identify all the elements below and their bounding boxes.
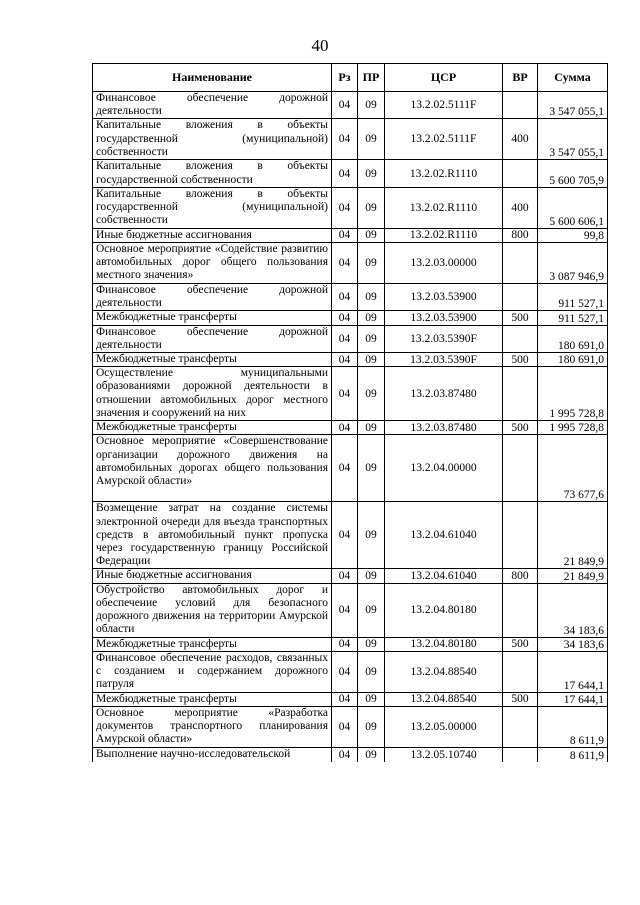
column-header-rz: Рз xyxy=(332,64,358,92)
page-number: 40 xyxy=(311,36,329,55)
cell-csr: 13.2.02.R1110 xyxy=(385,160,503,187)
cell-sum: 8 611,9 xyxy=(538,748,608,762)
column-header-sum: Сумма xyxy=(538,64,608,92)
table-row xyxy=(93,651,608,692)
cell-rz: 04 xyxy=(332,92,358,119)
cell-sum: 21 849,9 xyxy=(538,502,608,569)
cell-rz: 04 xyxy=(332,692,358,706)
cell-name: Финансовое обеспечение дорожной деятельности xyxy=(93,92,332,119)
cell-pr: 09 xyxy=(358,637,385,651)
cell-sum: 3 087 946,9 xyxy=(538,243,608,284)
cell-vr xyxy=(503,367,538,421)
table-row xyxy=(93,435,608,502)
table-row xyxy=(93,502,608,569)
cell-sum: 34 183,6 xyxy=(538,583,608,637)
cell-vr xyxy=(503,435,538,502)
table-row xyxy=(93,160,608,187)
cell-rz: 04 xyxy=(332,353,358,367)
cell-pr: 09 xyxy=(358,325,385,352)
cell-vr xyxy=(503,707,538,748)
cell-pr: 09 xyxy=(358,160,385,187)
cell-rz: 04 xyxy=(332,748,358,762)
table-row xyxy=(93,243,608,284)
cell-vr xyxy=(503,583,538,637)
cell-name: Обустройство автомобильных дорог и обеспечение условий для безопасного дорожного движения на территории Амурской области xyxy=(93,583,332,637)
cell-pr: 09 xyxy=(358,119,385,160)
cell-rz: 04 xyxy=(332,187,358,228)
cell-vr: 400 xyxy=(503,119,538,160)
table-row xyxy=(93,187,608,228)
table-row xyxy=(93,92,608,119)
cell-pr: 09 xyxy=(358,651,385,692)
cell-sum: 1 995 728,8 xyxy=(538,367,608,421)
cell-vr: 500 xyxy=(503,353,538,367)
table-body xyxy=(93,92,608,762)
cell-rz: 04 xyxy=(332,435,358,502)
cell-csr: 13.2.03.5390F xyxy=(385,353,503,367)
column-header-csr: ЦСР xyxy=(385,64,503,92)
cell-sum: 3 547 055,1 xyxy=(538,119,608,160)
cell-csr: 13.2.04.00000 xyxy=(385,435,503,502)
cell-vr: 500 xyxy=(503,637,538,651)
cell-sum: 73 677,6 xyxy=(538,435,608,502)
cell-csr: 13.2.05.10740 xyxy=(385,748,503,762)
cell-csr: 13.2.04.88540 xyxy=(385,651,503,692)
cell-sum: 180 691,0 xyxy=(538,325,608,352)
cell-csr: 13.2.03.87480 xyxy=(385,367,503,421)
cell-name: Межбюджетные трансферты xyxy=(93,637,332,651)
cell-name: Возмещение затрат на создание системы электронной очереди для въезда транспортных средств в автомобильный пункт пропуска через государственную границу Российской Федерации xyxy=(93,502,332,569)
cell-sum: 8 611,9 xyxy=(538,707,608,748)
table-row xyxy=(93,421,608,435)
budget-table xyxy=(92,63,608,762)
cell-vr xyxy=(503,160,538,187)
cell-rz: 04 xyxy=(332,569,358,583)
cell-pr: 09 xyxy=(358,367,385,421)
cell-rz: 04 xyxy=(332,284,358,311)
cell-pr: 09 xyxy=(358,311,385,325)
cell-pr: 09 xyxy=(358,707,385,748)
cell-rz: 04 xyxy=(332,637,358,651)
table-row xyxy=(93,228,608,242)
cell-csr: 13.2.03.5390F xyxy=(385,325,503,352)
cell-sum: 5 600 606,1 xyxy=(538,187,608,228)
cell-vr: 500 xyxy=(503,421,538,435)
table-row xyxy=(93,748,608,762)
cell-vr xyxy=(503,651,538,692)
cell-name: Межбюджетные трансферты xyxy=(93,421,332,435)
cell-name: Капитальные вложения в объекты государственной (муниципальной) собственности xyxy=(93,187,332,228)
cell-csr: 13.2.02.5111F xyxy=(385,119,503,160)
cell-rz: 04 xyxy=(332,651,358,692)
cell-csr: 13.2.02.5111F xyxy=(385,92,503,119)
cell-rz: 04 xyxy=(332,502,358,569)
cell-sum: 180 691,0 xyxy=(538,353,608,367)
cell-csr: 13.2.04.80180 xyxy=(385,583,503,637)
cell-sum: 5 600 705,9 xyxy=(538,160,608,187)
cell-rz: 04 xyxy=(332,311,358,325)
cell-vr xyxy=(503,92,538,119)
cell-sum: 99,8 xyxy=(538,228,608,242)
cell-rz: 04 xyxy=(332,367,358,421)
cell-pr: 09 xyxy=(358,583,385,637)
cell-sum: 34 183,6 xyxy=(538,637,608,651)
cell-csr: 13.2.04.80180 xyxy=(385,637,503,651)
table-row xyxy=(93,583,608,637)
cell-name: Основное мероприятие «Содействие развитию автомобильных дорог общего пользования местного значения» xyxy=(93,243,332,284)
cell-rz: 04 xyxy=(332,583,358,637)
cell-sum: 911 527,1 xyxy=(538,311,608,325)
cell-rz: 04 xyxy=(332,325,358,352)
cell-pr: 09 xyxy=(358,502,385,569)
cell-vr xyxy=(503,325,538,352)
cell-name: Межбюджетные трансферты xyxy=(93,311,332,325)
cell-sum: 911 527,1 xyxy=(538,284,608,311)
cell-name: Межбюджетные трансферты xyxy=(93,353,332,367)
cell-sum: 3 547 055,1 xyxy=(538,92,608,119)
cell-sum: 17 644,1 xyxy=(538,692,608,706)
cell-pr: 09 xyxy=(358,435,385,502)
cell-name: Межбюджетные трансферты xyxy=(93,692,332,706)
table-row xyxy=(93,311,608,325)
cell-pr: 09 xyxy=(358,692,385,706)
cell-rz: 04 xyxy=(332,119,358,160)
cell-vr xyxy=(503,502,538,569)
cell-vr: 500 xyxy=(503,311,538,325)
cell-rz: 04 xyxy=(332,707,358,748)
column-header-vr: ВР xyxy=(503,64,538,92)
cell-rz: 04 xyxy=(332,421,358,435)
cell-vr: 800 xyxy=(503,228,538,242)
table-row xyxy=(93,569,608,583)
cell-csr: 13.2.04.61040 xyxy=(385,502,503,569)
table-row xyxy=(93,325,608,352)
cell-name: Основное мероприятие «Совершенствование организации дорожного движения на автомобильных дорогах общего пользования Амурской области» xyxy=(93,435,332,502)
cell-csr: 13.2.04.88540 xyxy=(385,692,503,706)
cell-csr: 13.2.02.R1110 xyxy=(385,187,503,228)
table-row xyxy=(93,353,608,367)
cell-pr: 09 xyxy=(358,569,385,583)
cell-name: Капитальные вложения в объекты государственной собственности xyxy=(93,160,332,187)
cell-pr: 09 xyxy=(358,421,385,435)
cell-name: Выполнение научно-исследовательской xyxy=(93,748,332,762)
cell-rz: 04 xyxy=(332,228,358,242)
cell-pr: 09 xyxy=(358,748,385,762)
table-row xyxy=(93,637,608,651)
cell-csr: 13.2.03.87480 xyxy=(385,421,503,435)
cell-rz: 04 xyxy=(332,160,358,187)
cell-name: Капитальные вложения в объекты государственной (муниципальной) собственности xyxy=(93,119,332,160)
cell-name: Финансовое обеспечение расходов, связанных с созданием и содержанием дорожного патруля xyxy=(93,651,332,692)
cell-vr: 800 xyxy=(503,569,538,583)
cell-vr: 400 xyxy=(503,187,538,228)
cell-csr: 13.2.03.53900 xyxy=(385,284,503,311)
cell-sum: 1 995 728,8 xyxy=(538,421,608,435)
cell-vr: 500 xyxy=(503,692,538,706)
cell-pr: 09 xyxy=(358,187,385,228)
cell-csr: 13.2.03.00000 xyxy=(385,243,503,284)
cell-vr xyxy=(503,284,538,311)
cell-vr xyxy=(503,243,538,284)
table-row xyxy=(93,284,608,311)
cell-name: Иные бюджетные ассигнования xyxy=(93,228,332,242)
cell-name: Осуществление муниципальными образованиями дорожной деятельности в отношении автомобильных дорог местного значения и сооружений на них xyxy=(93,367,332,421)
cell-vr xyxy=(503,748,538,762)
cell-csr: 13.2.04.61040 xyxy=(385,569,503,583)
header-row xyxy=(93,64,608,92)
table-row xyxy=(93,707,608,748)
cell-pr: 09 xyxy=(358,284,385,311)
cell-name: Основное мероприятие «Разработка документов транспортного планирования Амурской области» xyxy=(93,707,332,748)
cell-rz: 04 xyxy=(332,243,358,284)
cell-name: Иные бюджетные ассигнования xyxy=(93,569,332,583)
cell-pr: 09 xyxy=(358,228,385,242)
cell-pr: 09 xyxy=(358,243,385,284)
cell-pr: 09 xyxy=(358,353,385,367)
table-row xyxy=(93,692,608,706)
cell-csr: 13.2.05.00000 xyxy=(385,707,503,748)
cell-sum: 21 849,9 xyxy=(538,569,608,583)
table-row xyxy=(93,119,608,160)
cell-csr: 13.2.03.53900 xyxy=(385,311,503,325)
cell-csr: 13.2.02.R1110 xyxy=(385,228,503,242)
column-header-pr: ПР xyxy=(358,64,385,92)
cell-sum: 17 644,1 xyxy=(538,651,608,692)
column-header-name: Наименование xyxy=(93,64,332,92)
table-row xyxy=(93,367,608,421)
cell-name: Финансовое обеспечение дорожной деятельности xyxy=(93,325,332,352)
cell-name: Финансовое обеспечение дорожной деятельности xyxy=(93,284,332,311)
cell-pr: 09 xyxy=(358,92,385,119)
table-header xyxy=(93,64,608,92)
